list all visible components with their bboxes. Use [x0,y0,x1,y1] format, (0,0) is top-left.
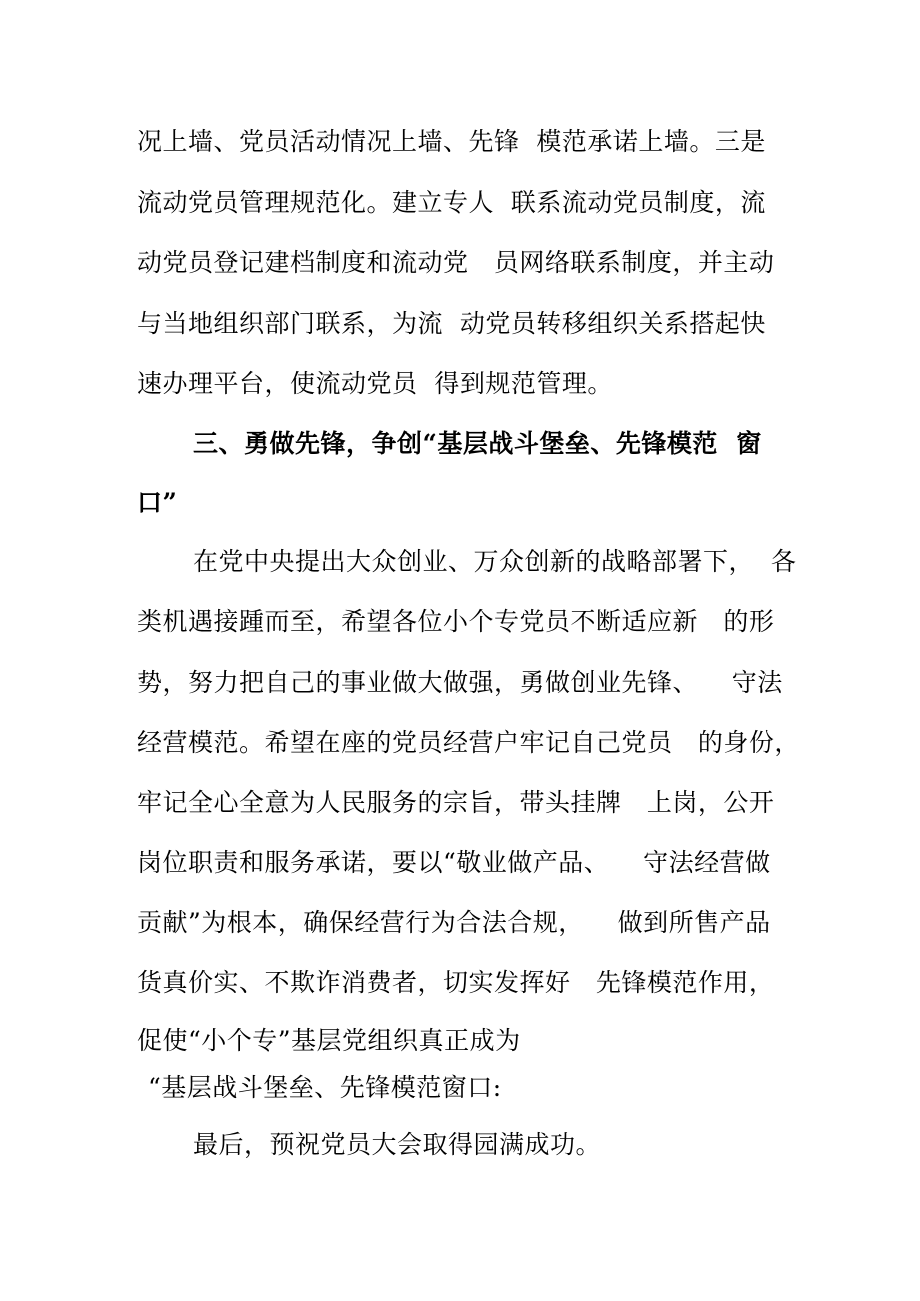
closing-line: 最后，预祝党员大会取得园满成功。 [193,1130,602,1159]
text-line: 在党中央提出大众创业、万众创新的战略部署下， 各 [193,547,797,576]
text-line: 贡献”为根本，确保经营行为合法合规， 做到所售产品 [137,908,771,937]
section-heading: 三、勇做先锋，争创“基层战斗堡垒、先锋模范 窗 [193,429,762,458]
text-line: 流动党员管理规范化。建立专人 联系流动党员制度，流 [137,188,766,217]
text-line: 动党员登记建档制度和流动党 员网络联系制度，并主动 [137,248,775,277]
text-line: “基层战斗堡垒、先锋模范窗口: [148,1073,502,1102]
text-line: 速办理平台，使流动党员 得到规范管理。 [137,369,613,398]
text-line: 货真价实、不欺诈消费者，切实发挥好 先锋模范作用， [137,968,775,997]
text-line: 势，努力把自己的事业做大做强，勇做创业先锋、 守法 [137,668,783,697]
text-line: 经营模范。希望在座的党员经营户牢记自己党员 的身份， [137,728,800,757]
text-line: 促使“小个专”基层党组织真正成为 [137,1026,521,1055]
text-line: 类机遇接踵而至，希望各位小个专党员不断适应新 的形 [137,607,775,636]
section-heading: 口” [137,488,178,517]
text-line: 与当地组织部门联系，为流 动党员转移组织关系搭起快 [137,309,766,338]
text-line: 岗位职责和服务承诺，要以“敬业做产品、 守法经营做 [137,848,771,877]
text-line: 牢记全心全意为人民服务的宗旨，带头挂牌 上岗，公开 [137,788,775,817]
text-line: 况上墙、党员活动情况上墙、先锋 模范承诺上墙。三是 [137,127,766,156]
